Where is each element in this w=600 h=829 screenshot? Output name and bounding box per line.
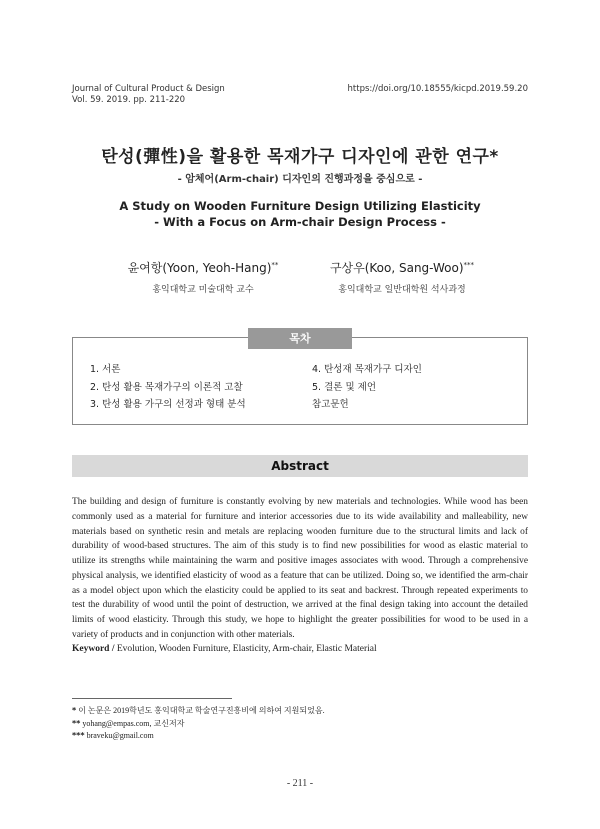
author-1 — [88, 259, 318, 295]
author-name: 구상우(Koo, Sang-Woo)*** — [329, 261, 475, 275]
toc-item: 5. 결론 및 제언 — [312, 381, 377, 393]
toc-heading: 목차 — [248, 328, 352, 349]
keyword-list: Evolution, Wooden Furniture, Elasticity, Arm-chair, Elastic Material — [116, 644, 377, 654]
author-affiliation: 홍익대학교 미술대학 교수 — [152, 285, 254, 295]
journal-name: Journal of Cultural Product & Design — [72, 84, 225, 94]
author-mark: *** — [463, 261, 475, 269]
footnotes — [72, 705, 325, 743]
author-affiliation: 홍익대학교 일반대학원 석사과정 — [338, 285, 466, 295]
footnote — [72, 730, 325, 743]
doi-link[interactable]: https://doi.org/10.18555/kicpd.2019.59.20 — [347, 84, 528, 94]
toc-item: 참고문헌 — [312, 399, 349, 410]
journal-volume: Vol. 59. 2019. pp. 211-220 — [72, 95, 186, 105]
toc-item: 4. 탄성재 목재가구 디자인 — [312, 364, 422, 375]
toc-item: 1. 서론 — [90, 364, 121, 375]
footnote-mark: ** — [72, 718, 81, 728]
author-2 — [287, 259, 517, 295]
footnote-text: braveku@gmail.com — [86, 731, 154, 740]
toc-column-right — [312, 361, 422, 414]
footnote-text: yohang@empas.com, 교신저자 — [82, 718, 185, 728]
footnote — [72, 705, 325, 718]
footnote-mark: *** — [72, 731, 85, 740]
footnote-text: 이 논문은 2019학년도 홍익대학교 학술연구진흥비에 의하여 지원되었음. — [78, 706, 325, 715]
author-name: 윤여항(Yoon, Yeoh-Hang)** — [127, 261, 279, 275]
english-title — [0, 198, 600, 230]
toc-column-left — [90, 361, 246, 414]
footnote — [72, 718, 325, 731]
toc-item: 2. 탄성 활용 목재가구의 이론적 고찰 — [90, 381, 243, 393]
keyword-label: Keyword / — [72, 644, 115, 654]
author-mark: ** — [271, 261, 279, 269]
english-title-line-2: - With a Focus on Arm-chair Design Process - — [154, 215, 446, 229]
toc-item: 3. 탄성 활용 가구의 선정과 형태 분석 — [90, 399, 246, 410]
abstract-body: The building and design of furniture is constantly evolving by new materials and technologies. While wood has been commonly used as a material for furniture and interior accessories due to its wide availability and malleability, new materials based on synthetic resin and metals are replacing wooden furniture due to the structural limits and lack of durability of wood-based structures. The aim of this study is to find new possibilities for wood as elastic material to utilize its strengths while maintaining the warm and positive images associates with wood. Through a comprehensive physical analysis, we identified elasticity of wood as a feature that can be utilized. Doing so, we identified the arm-chair as a model object upon which the elasticity could be applied to its seat and backrest. Through repeated experiments to test the durability of wood until the point of destruction, we arrived at the final design taking into account the detailed limits of wood elasticity. Through this study, we hope to highlight the greater possibilities for wood to be used in a variety of products and in conjunction with other materials. — [72, 497, 528, 640]
english-title-line-1: A Study on Wooden Furniture Design Utilizing Elasticity — [119, 199, 481, 213]
keywords — [72, 644, 377, 654]
korean-title: 탄성(彈性)을 활용한 목재가구 디자인에 관한 연구* — [101, 147, 499, 167]
footnote-divider — [72, 698, 232, 699]
journal-header — [72, 84, 225, 106]
abstract-heading: Abstract — [72, 455, 528, 477]
korean-subtitle: - 암체어(Arm-chair) 디자인의 진행과정을 중심으로 - — [177, 174, 423, 185]
page-number: - 211 - — [286, 778, 314, 789]
footnote-mark: * — [72, 706, 77, 715]
